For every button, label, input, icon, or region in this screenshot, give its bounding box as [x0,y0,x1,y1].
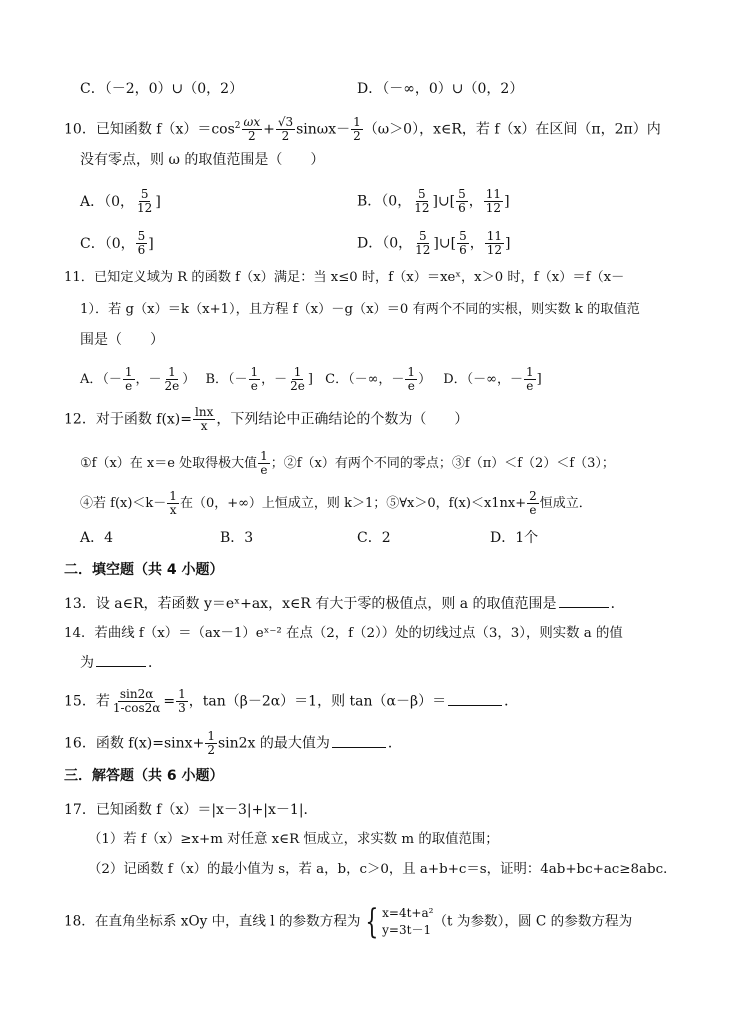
equation-system: x=4t+a² y=3t－1 [382,906,434,937]
answer-blank[interactable] [332,733,386,748]
q10-options-ab [80,188,707,215]
q12-statements-1: ①f（x）在 x＝e 处取得极大值 $\frac{1}{e}$ ；②f（x）有两个不同的零点；③f（π）＜f（2）＜f（3）； [80,449,615,477]
fraction: $\frac{√3}{2}$ [277,115,294,144]
q9-option-d: D．（－∞，0）∪（0，2） [357,81,524,97]
q12-statements-2: ④若 f(x)＜k－ $\frac{1}{x}$ 在（0，+∞）上恒成立，则 k＞1；⑤∀x＞0，f(x)＜x1nx+ $\frac{2}{e}$ 恒成立． [80,489,592,517]
q12-stem: 12．对于函数 f(x)= $\frac{\ln x}{x}$ ，下列结论中正确结论的个数为（ ） [64,405,469,433]
section-solution-heading: 三．解答题（共 6 小题） [64,768,224,784]
q14-line2: 为 ． [80,652,707,673]
answer-blank[interactable] [559,593,609,608]
q18-stem: 18．在直角坐标系 xOy 中，直线 l 的参数方程为 { x=4t+a² y=3t－1 （t 为参数），圆 C 的参数方程为 [64,902,633,942]
q12-option-a: A．4 [80,530,114,546]
answer-blank[interactable] [448,691,502,706]
q11-option-b: B．（－ $\frac{1}{e}$ ，－ $\frac{1}{2e}$ ] [205,365,313,393]
q10-stem-line2: 没有零点，则 ω 的取值范围是（ ） [80,152,325,168]
q11-option-c: C．（－∞，－ $\frac{1}{e}$ ） [325,365,432,393]
answer-blank[interactable] [96,652,146,667]
q9-options [80,79,707,99]
q10-options-cd [80,230,707,257]
q11-stem-line1: 11．已知定义域为 R 的函数 f（x）满足：当 x≤0 时，f（x）＝xeˣ，x＞0 时，f（x）＝f（x－ [64,270,625,285]
q11-stem-line2: 1）．若 g（x）＝k（x+1），且方程 f（x）－g（x）＝0 有两个不同的实根，则实数 k 的取值范 [80,302,640,317]
q10-option-d: D．（0， $\frac{5}{12}$ ]∪[ $\frac{5}{6}$ ， $\frac{11}{12}$ ] [357,229,511,257]
q12-option-c: C．2 [357,530,391,546]
q14-line1: 14．若曲线 f（x）＝（ax－1）eˣ⁻² 在点（2，f（2））处的切线过点（3，3），则实数 a 的值 [64,626,623,641]
q10-option-b: B．（0， $\frac{5}{12}$ ]∪[ $\frac{5}{6}$ ， $\frac{11}{12}$ ] [357,187,510,215]
q12-option-b: B．3 [220,530,254,546]
q12-options [80,528,707,548]
q11-option-a: A．（－ $\frac{1}{e}$ ，－ $\frac{1}{2e}$ ） [80,365,196,393]
q12-option-d: D．1个 [490,530,539,546]
q10-stem-line1: 10．已知函数 $f(x)=\cos^2$ $\frac{\omega x}{2}$ + $\frac{√3}{2}$ sinωx－ $\frac{1}{2}$ （ω＞0），x∈R，若 f（x）在区间（π，2π）内 [64,115,661,144]
brace: { [364,902,378,942]
fraction: $\frac{1}{2}$ [353,115,361,144]
q11-option-d: D．（－∞，－ $\frac{1}{e}$ ] [443,365,542,393]
q10-option-c: C．（0， $\frac{5}{6}$ ] [80,229,154,257]
q10-option-a: A．（0， $\frac{5}{12}$ ] [80,187,161,215]
fraction: $\frac{\omega x}{2}$ [243,115,261,144]
q17-stem: 17．已知函数 f（x）＝|x－3|+|x－1|． [64,802,318,818]
q17-part1: （1）若 f（x）≥x+m 对任意 x∈R 恒成立，求实数 m 的取值范围； [88,832,499,847]
q9-option-c: C．（－2，0）∪（0，2） [80,81,244,97]
q17-part2: （2）记函数 f（x）的最小值为 s，若 a，b，c＞0，且 a+b+c＝s，证明：4ab+bc+ac≥8abc． [88,862,677,877]
q16: 16．函数 f(x)=sinx+ $\frac{1}{2}$ sin2x 的最大值为 ． [64,729,402,757]
q11-options [80,366,707,393]
q11-stem-line3: 围是（ ） [80,332,164,348]
q13: 13．设 a∈R，若函数 y＝eˣ+ax，x∈R 有大于零的极值点，则 a 的取值范围是 ． [64,593,707,614]
q15: 15．若 $\frac{\sin 2\alpha}{1-\cos 2\alpha}$ = $\frac{1}{3}$ ，tan（β－2α）＝1，则 tan（α－β）＝ ． [64,687,519,715]
section-fill-in-heading: 二．填空题（共 4 小题） [64,562,224,578]
